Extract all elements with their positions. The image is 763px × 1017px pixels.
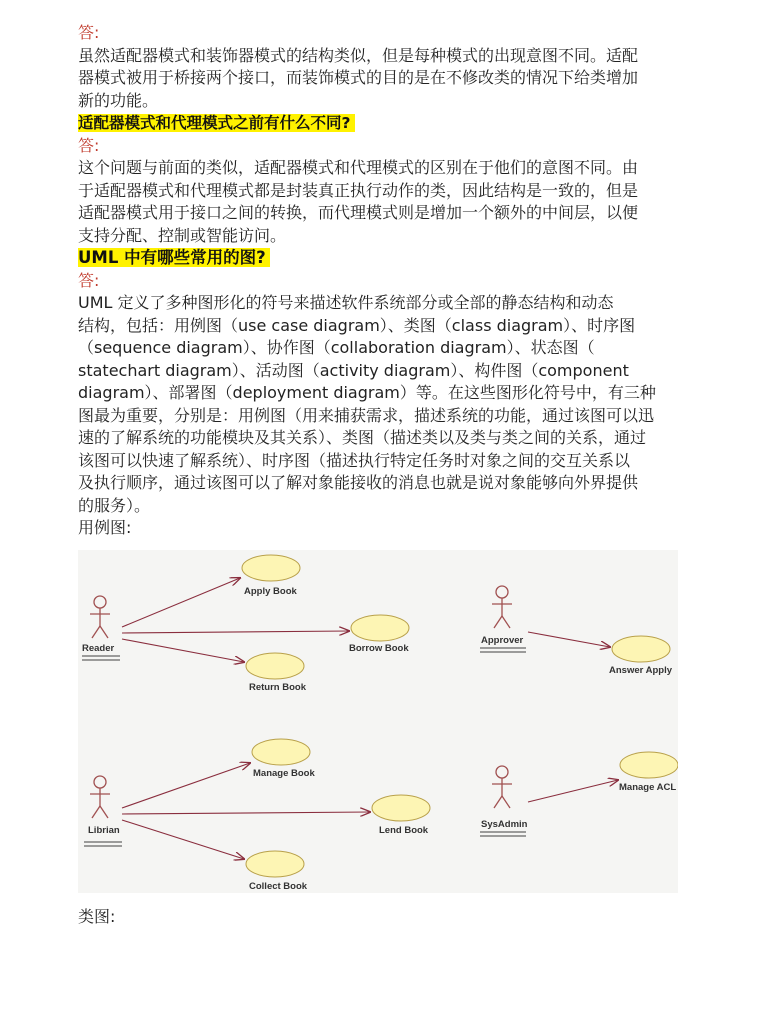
use-case-diagram bbox=[78, 550, 678, 893]
body-text-line: 图最为重要，分别是：用例图（用来捕获需求，描述系统的功能，通过该图可以迅 bbox=[78, 405, 655, 425]
actor-label-approver: Approver bbox=[481, 635, 524, 646]
usecase-label-apply-book: Apply Book bbox=[244, 586, 297, 597]
question-heading bbox=[78, 112, 688, 135]
actor-label-reader: Reader bbox=[82, 643, 115, 654]
body-text-line: 结构，包括：用例图（use case diagram）、类图（class diagram）、时序图 bbox=[78, 315, 636, 335]
usecase-label-answer-apply: Answer Apply bbox=[609, 665, 672, 676]
body-text-line: statechart diagram）、活动图（activity diagram）、构件图（component bbox=[78, 360, 629, 380]
body-text-line: 该图可以快速了解系统）、时序图（描述执行特定任务时对象之间的交互关系以 bbox=[78, 450, 631, 470]
answer-label: 答: bbox=[78, 23, 100, 42]
usecase-collect-book bbox=[246, 851, 304, 877]
body-text-line: 新的功能。 bbox=[78, 90, 159, 110]
question-heading bbox=[78, 247, 688, 270]
usecase-return-book bbox=[246, 653, 304, 679]
usecase-label-manage-acl: Manage ACL bbox=[619, 782, 677, 793]
body-text-line: UML 定义了多种图形化的符号来描述软件系统部分或全部的静态结构和动态 bbox=[78, 293, 614, 312]
usecase-borrow-book bbox=[351, 615, 409, 641]
answer-label: 答: bbox=[78, 135, 100, 155]
usecase-answer-apply bbox=[612, 636, 670, 662]
usecase-lend-book bbox=[372, 795, 430, 821]
body-text-line: 及执行顺序，通过该图可以了解对象能接收的消息也就是说对象能够向外界提供 bbox=[78, 473, 639, 492]
usecase-label-collect-book: Collect Book bbox=[249, 881, 308, 892]
question-text: UML 中有哪些常用的图? bbox=[78, 248, 270, 267]
usecase-manage-book bbox=[252, 739, 310, 765]
document-body bbox=[78, 22, 688, 540]
body-text-line: 速的了解系统的功能模块及其关系）、类图（描述类以及类与类之间的关系，通过 bbox=[78, 428, 647, 447]
body-text-line: （sequence diagram）、协作图（collaboration diagram）、状态图（ bbox=[78, 338, 595, 357]
body-text-line: 的服务）。 bbox=[78, 495, 151, 515]
body-text-line: 适配器模式用于接口之间的转换，而代理模式则是增加一个额外的中间层，以便 bbox=[78, 203, 639, 222]
class-diagram-caption: 类图: bbox=[78, 907, 116, 926]
actor-label-librian: Librian bbox=[88, 825, 120, 836]
body-text-line: diagram）、部署图（deployment diagram）等。在这些图形化符号中，有三种 bbox=[78, 383, 656, 402]
usecase-manage-acl bbox=[620, 752, 678, 778]
body-text-line: 虽然适配器模式和装饰器模式的结构类似，但是每种模式的出现意图不同。适配 bbox=[78, 45, 639, 65]
answer-label: 答: bbox=[78, 270, 100, 290]
body-text-line: 器模式被用于桥接两个接口，而装饰模式的目的是在不修改类的情况下给类增加 bbox=[78, 68, 639, 87]
body-text-line: 支持分配、控制或智能访问。 bbox=[78, 225, 287, 245]
usecase-label-borrow-book: Borrow Book bbox=[349, 643, 409, 654]
usecase-apply-book bbox=[242, 555, 300, 581]
body-text-line: 于适配器模式和代理模式都是封装真正执行动作的类，因此结构是一致的，但是 bbox=[78, 180, 639, 200]
usecase-label-lend-book: Lend Book bbox=[379, 825, 429, 836]
question-text: 适配器模式和代理模式之前有什么不同? bbox=[78, 114, 355, 132]
actor-label-sysadmin: SysAdmin bbox=[481, 819, 528, 830]
body-text-line: 这个问题与前面的类似，适配器模式和代理模式的区别在于他们的意图不同。由 bbox=[78, 158, 639, 177]
body-text-line: 用例图: bbox=[78, 518, 132, 537]
usecase-label-return-book: Return Book bbox=[249, 682, 306, 693]
usecase-label-manage-book: Manage Book bbox=[253, 768, 315, 779]
